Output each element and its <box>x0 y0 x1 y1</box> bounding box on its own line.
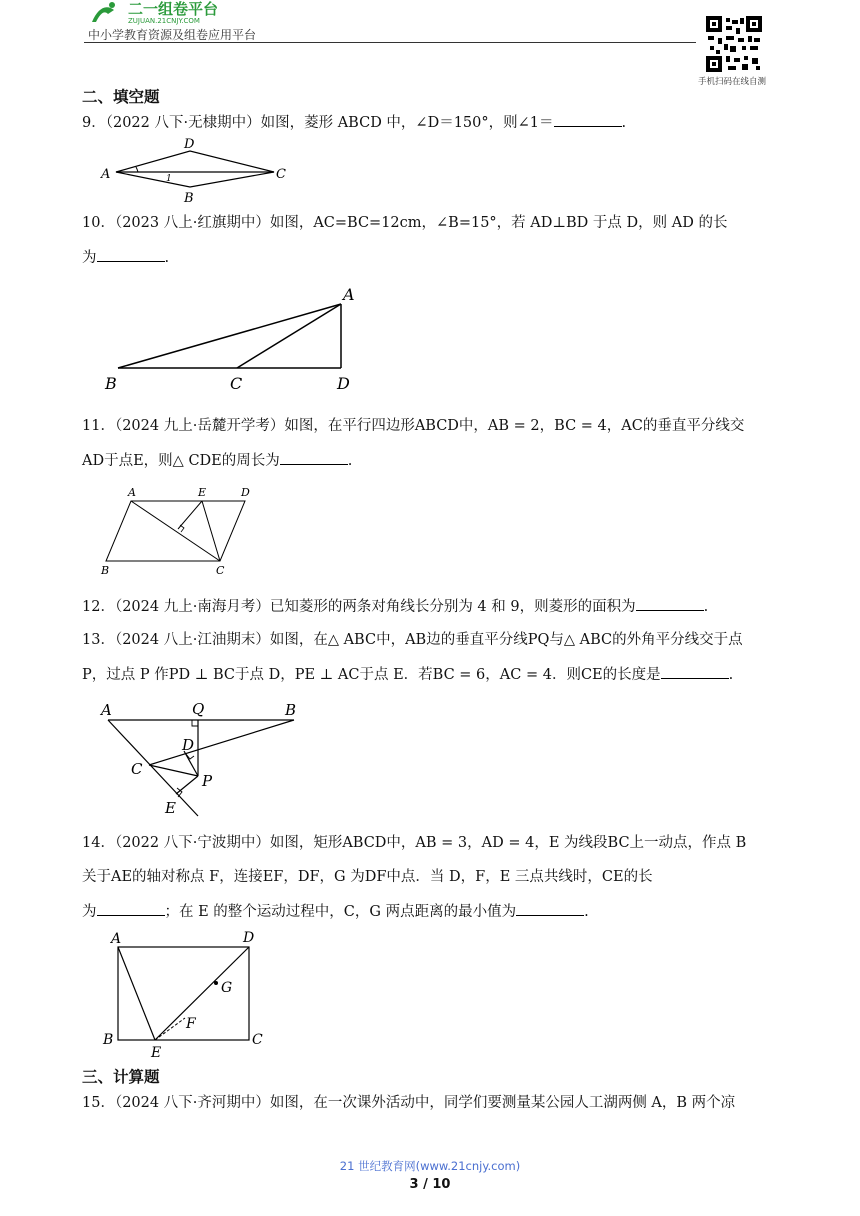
q13-blank <box>661 664 729 679</box>
label-E: E <box>198 486 207 499</box>
question-14-line-3 <box>82 901 782 922</box>
q14-text-b: ；在 E 的整个运动过程中，C，G 两点距离的最小值为 <box>164 904 517 920</box>
q14-text-a: 为 <box>82 904 97 920</box>
q12-blank <box>636 596 704 611</box>
figure-q9 <box>98 136 294 206</box>
q10-text: 为 <box>82 250 97 266</box>
label-B: B <box>285 701 297 719</box>
label-angle-1: 1 <box>166 174 172 184</box>
label-A: A <box>111 931 122 947</box>
q14-blank-1 <box>97 901 165 916</box>
logo-text: 二一组卷平台 <box>128 0 219 18</box>
question-11-line-1: 11．（2024 九上·岳麓开学考）如图，在平行四边形ABCD中，AB = 2，BC = 4，AC的垂直平分线交 <box>82 418 745 434</box>
header-rule <box>84 42 696 43</box>
q10-blank <box>97 247 165 262</box>
label-D: D <box>241 486 250 499</box>
label-A: A <box>101 701 112 719</box>
q11-text: AD于点E，则△ CDE的周长为 <box>82 453 280 469</box>
q14-blank-2 <box>516 901 584 916</box>
label-P: P <box>202 772 213 790</box>
label-D: D <box>243 930 255 946</box>
figure-q11 <box>98 484 268 579</box>
page-number: 3 / 10 <box>409 1177 451 1192</box>
label-C: C <box>252 1032 263 1048</box>
question-14-line-1: 14．（2022 八下·宁波期中）如图，矩形ABCD中，AB = 3，AD = 4，E 为线段BC上一动点，作点 B <box>82 835 747 851</box>
label-C: C <box>216 564 225 577</box>
figure-q14 <box>100 928 270 1060</box>
q9-text: 9．（2022 八下·无棣期中）如图，菱形 ABCD 中，∠D＝150°，则∠1＝ <box>82 115 554 131</box>
label-A: A <box>101 167 111 182</box>
question-10-line-1: 10．（2023 八上·红旗期中）如图，AC=BC=12cm，∠B=15°，若 AD⊥BD 于点 D，则 AD 的长 <box>82 215 728 231</box>
label-E: E <box>165 799 176 817</box>
q12-end: . <box>703 599 709 615</box>
question-9 <box>82 112 782 133</box>
label-B: B <box>103 1032 114 1048</box>
q11-blank <box>280 450 348 465</box>
label-E: E <box>151 1045 162 1060</box>
label-C: C <box>131 760 143 778</box>
question-10-line-2 <box>82 247 782 268</box>
label-B: B <box>101 564 110 577</box>
q13-end: . <box>728 667 734 683</box>
label-A: A <box>343 285 355 304</box>
question-12 <box>82 596 782 617</box>
q9-end: . <box>621 115 627 131</box>
label-D: D <box>337 374 350 393</box>
site-logo <box>88 0 278 26</box>
label-D: D <box>182 736 195 754</box>
q11-end: . <box>347 453 353 469</box>
label-F: F <box>186 1016 196 1032</box>
label-B: B <box>105 374 117 393</box>
question-11-line-2 <box>82 450 782 471</box>
q9-blank <box>554 112 622 127</box>
section-title-fill: 二、填空题 <box>82 88 160 106</box>
label-D: D <box>184 137 195 152</box>
qr-label: 手机扫码在线自测 <box>698 77 767 87</box>
question-13-line-1: 13．（2024 八上·江油期末）如图，在△ ABC中，AB边的垂直平分线PQ与△ ABC的外角平分线交于点 <box>82 632 743 648</box>
question-13-line-2 <box>82 664 782 685</box>
q10-end: . <box>164 250 170 266</box>
qr-code-icon[interactable] <box>706 16 762 72</box>
label-C: C <box>276 167 286 182</box>
label-Q: Q <box>192 700 205 718</box>
question-14-line-2: 关于AE的轴对称点 F，连接EF，DF，G 为DF中点．当 D，F，E 三点共线时，CE的长 <box>82 869 653 885</box>
figure-q10 <box>100 282 370 396</box>
question-15: 15．（2024 八下·齐河期中）如图，在一次课外活动中，同学们要测量某公园人工湖两侧 A，B 两个凉 <box>82 1095 736 1111</box>
label-B: B <box>184 191 194 206</box>
header-subtitle: 中小学教育资源及组卷应用平台 <box>88 28 257 42</box>
label-C: C <box>230 374 243 393</box>
logo-subtext: ZUJUAN.21CNJY.COM <box>128 17 200 25</box>
q14-end: . <box>584 904 589 920</box>
section-title-calc: 三、计算题 <box>82 1068 160 1086</box>
q13-text: P，过点 P 作PD ⊥ BC于点 D，PE ⊥ AC于点 E．若BC = 6，AC = 4．则CE的长度是 <box>82 667 661 683</box>
q12-text: 12．（2024 九上·南海月考）已知菱形的两条对角线长分别为 4 和 9，则菱形的面积为 <box>82 599 636 615</box>
figure-q13 <box>98 696 308 818</box>
label-A: A <box>128 486 136 499</box>
footer-link[interactable]: 21 世纪教育网(www.21cnjy.com) <box>339 1159 521 1173</box>
label-G: G <box>221 980 233 996</box>
